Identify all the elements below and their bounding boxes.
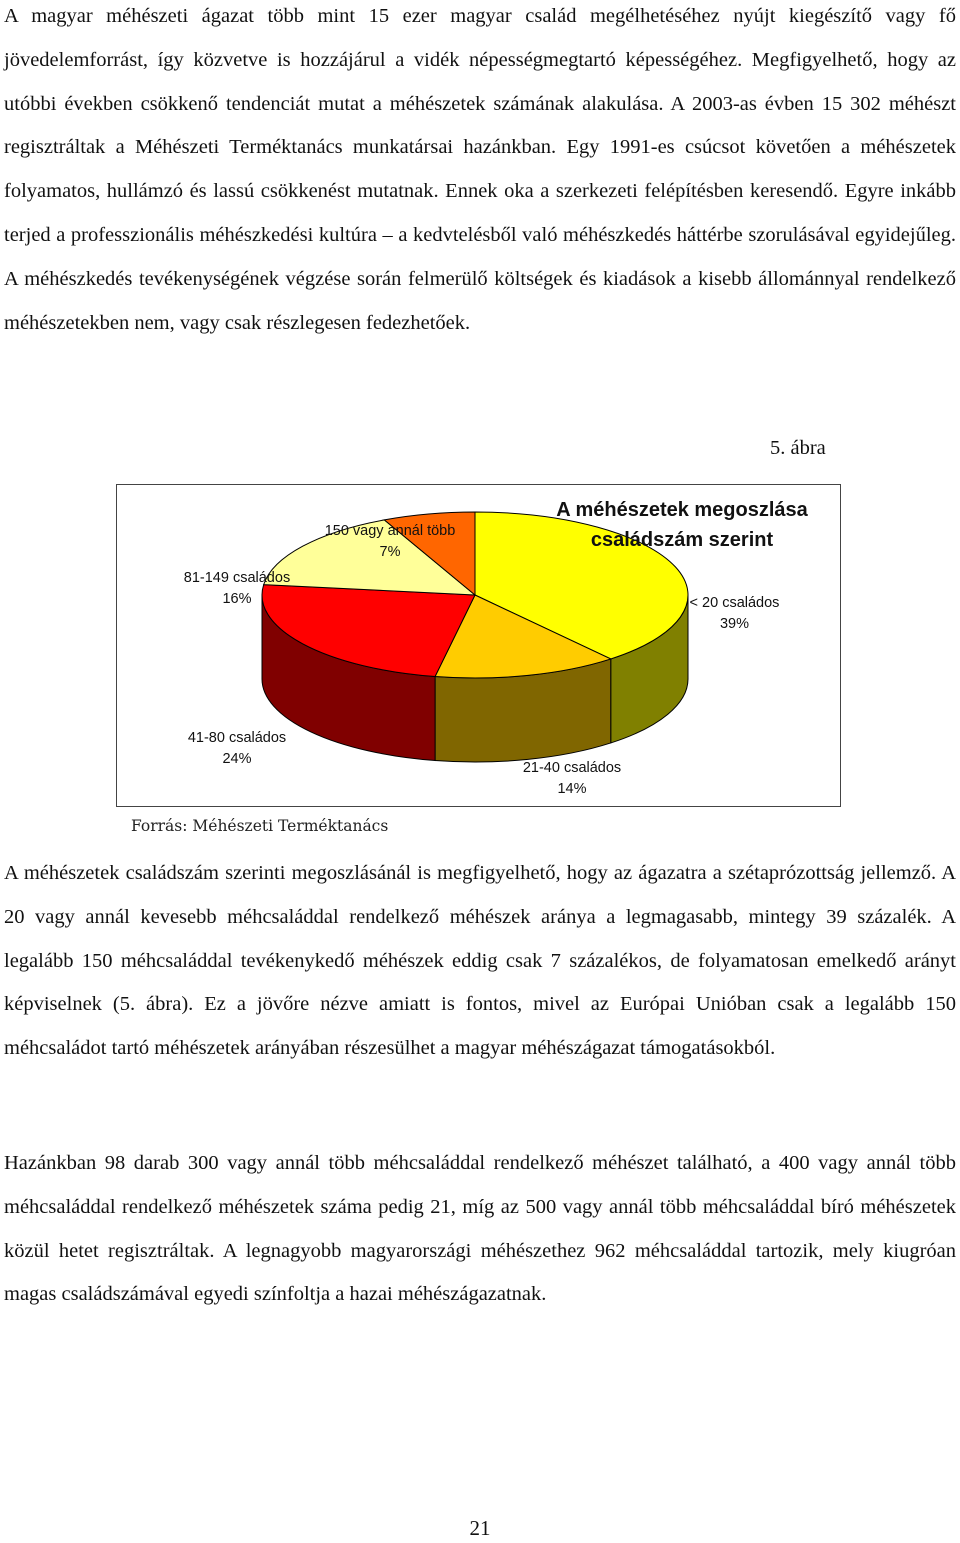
page-number: 21 bbox=[469, 1516, 491, 1540]
slice-label-21-40-pct: 14% bbox=[557, 781, 587, 797]
slice-label-150-plus bbox=[315, 521, 465, 563]
slice-label-150-plus-pct: 7% bbox=[379, 544, 401, 560]
chart-title: A méhészetek megoszlása családszám szerint bbox=[556, 499, 808, 551]
slice-label-81-149-name: 81-149 családos bbox=[183, 570, 291, 586]
intro-paragraph: A magyar méhészeti ágazat több mint 15 ezer magyar család megélhetéséhez nyújt kiegészítő vagy fő jövedelemforrást, így közvetve is hozzájárul a vidék népességmegtartó képességéhez. Megfigyelhető, hogy az utóbbi években csökkenő tendenciát mutat a méhészetek számának alakulása. A 2003-as évben 15 302 méhészt regisztráltak a Méhészeti Terméktanács munkatársai hazánkban. Egy 1991-es csúcsot követően a méhészetek folyamatos, hullámzó és lassú csökkenést mutatnak. Ennek oka a szerkezeti felépítésben keresendő. Egyre inkább terjed a professzionális méhészkedési kultúra – a kedvtelésből való méhészkedés háttérbe szorulásával egyidejűleg. A méhészkedés tevékenységének végzése során felmerülő költségek és kiadások a kisebb állománnyal rendelkező méhészetekben nem, vagy csak részlegesen fedezhetőek. bbox=[4, 5, 956, 334]
pie-chart-figure bbox=[116, 484, 841, 807]
slice-label-under-20-name: < 20 családos bbox=[689, 595, 780, 611]
slice-label-150-plus-name: 150 vagy annál több bbox=[324, 523, 456, 539]
slice-label-21-40 bbox=[502, 758, 642, 800]
slice-label-81-149-pct: 16% bbox=[222, 591, 252, 607]
slice-label-41-80 bbox=[167, 728, 307, 770]
slice-label-21-40-name: 21-40 családos bbox=[522, 760, 622, 776]
large-apiaries-paragraph: Hazánkban 98 darab 300 vagy annál több méhcsaláddal rendelkező méhészet található, a 400 vagy annál több méhcsaláddal rendelkező méhészetek száma pedig 21, míg az 500 vagy annál több méhcsaláddal bíró méhészetek közül hetet regisztráltak. A legnagyobb magyarországi méhészethez 962 méhcsaláddal tartozik, mely kiugróan magas családszámával egyedi színfoltja a hazai méhészágazatnak. bbox=[4, 1152, 956, 1306]
source-note: Forrás: Méhészeti Terméktanács bbox=[131, 817, 389, 835]
slice-label-81-149 bbox=[167, 568, 307, 610]
slice-label-under-20-pct: 39% bbox=[719, 616, 750, 632]
slice-label-under-20 bbox=[667, 593, 802, 635]
distribution-paragraph: A méhészetek családszám szerinti megoszlásánál is megfigyelhető, hogy az ágazatra a szétaprózottság jellemző. A 20 vagy annál kevesebb méhcsaláddal rendelkező méhészek aránya a legmagasabb, mintegy 39 százalék. A legalább 150 méhcsaláddal tevékenykedő méhészek eddig csak 7 százalékos, de folyamatosan emelkedő arányt képviselnek (5. ábra). Ez a jövőre nézve amiatt is fontos, mivel az Európai Unióban csak a legalább 150 méhcsaládot tartó méhészetek arányában részesülhet a magyar méhészágazat támogatásokból. bbox=[4, 862, 956, 1060]
figure-label: 5. ábra bbox=[770, 437, 826, 459]
slice-label-41-80-name: 41-80 családos bbox=[187, 730, 287, 746]
slice-label-41-80-pct: 24% bbox=[222, 751, 252, 767]
